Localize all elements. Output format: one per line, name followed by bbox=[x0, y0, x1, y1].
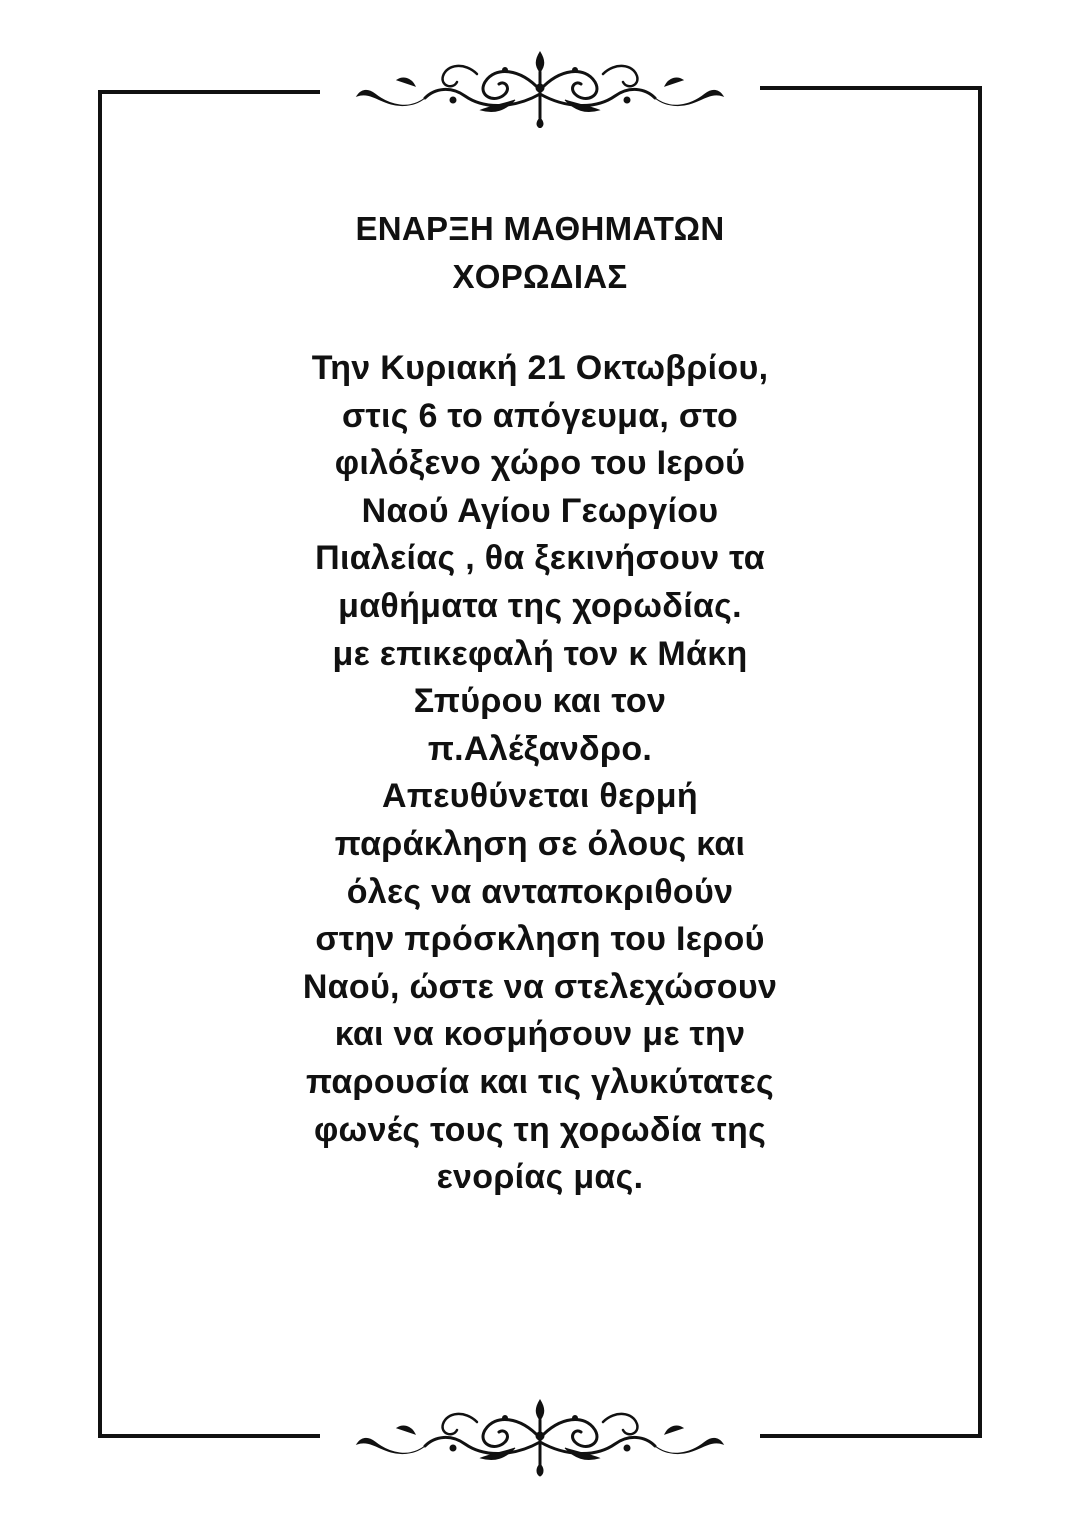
body-line: Απευθύνεται θερμή bbox=[382, 777, 698, 816]
notice-body bbox=[240, 345, 840, 1202]
frame-bottom-right-line bbox=[760, 1434, 982, 1438]
body-line: π.Αλέξανδρο. bbox=[427, 729, 653, 768]
title-line: ΕΝΑΡΞΗ ΜΑΘΗΜΑΤΩΝ bbox=[355, 210, 725, 247]
body-line: όλες να ανταποκριθούν bbox=[346, 872, 734, 911]
notice-title bbox=[240, 205, 840, 301]
body-line: ενορίας μας. bbox=[436, 1158, 644, 1197]
title-line: ΧΟΡΩΔΙΑΣ bbox=[452, 258, 628, 295]
body-line: Την Κυριακή 21 Οκτωβρίου, bbox=[311, 349, 769, 387]
body-line: Ναού Αγίου Γεωργίου bbox=[361, 491, 719, 530]
notice-content bbox=[240, 205, 840, 1202]
body-line: στις 6 το απόγευμα, στο bbox=[341, 396, 739, 435]
body-line: στην πρόσκληση του Ιερού bbox=[315, 920, 765, 959]
body-line: Πιαλείας , θα ξεκινήσουν τα bbox=[315, 539, 765, 578]
frame-top-left-line bbox=[98, 90, 320, 94]
frame-left-line bbox=[98, 90, 102, 1438]
body-line: Σπύρου και τον bbox=[413, 682, 667, 721]
floral-flourish-icon bbox=[355, 1398, 725, 1478]
body-line: Ναού, ώστε να στελεχώσουν bbox=[302, 967, 778, 1006]
body-line: φιλόξενο χώρο του Ιερού bbox=[334, 444, 746, 483]
frame-bottom-left-line bbox=[98, 1434, 320, 1438]
body-line: παρουσία και τις γλυκύτατες bbox=[305, 1062, 775, 1101]
frame-right-line bbox=[978, 86, 982, 1438]
body-line: με επικεφαλή τον κ Μάκη bbox=[332, 634, 748, 673]
body-line: παράκληση σε όλους και bbox=[334, 824, 746, 863]
body-line: και να κοσμήσουν με την bbox=[334, 1015, 746, 1054]
body-line: μαθήματα της χορωδίας. bbox=[338, 586, 742, 625]
floral-flourish-icon bbox=[355, 48, 725, 128]
frame-top-right-line bbox=[760, 86, 982, 90]
body-line: φωνές τους τη χορωδία της bbox=[313, 1110, 767, 1149]
